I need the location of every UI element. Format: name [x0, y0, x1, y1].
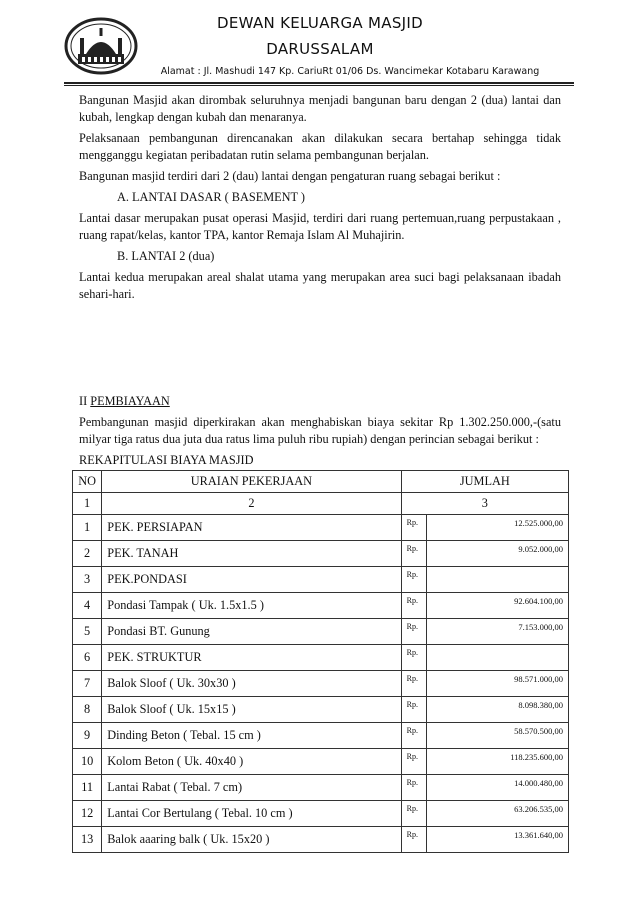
row-amount: [426, 567, 568, 593]
row-currency: Rp.: [401, 671, 426, 697]
row-description: PEK. TANAH: [102, 541, 401, 567]
table-row: [73, 645, 569, 671]
row-amount: 14.000.480,00: [426, 775, 568, 801]
table-row: [73, 801, 569, 827]
paragraph-ground-floor: Lantai dasar merupakan pusat operasi Masjid, terdiri dari ruang pertemuan,ruang perpustakaan , ruang rapat/kelas, kantor TPA, kantor Remaja Islam Al Muhajirin.: [79, 211, 561, 242]
numbering-col-2: 2: [102, 493, 401, 515]
row-currency: Rp.: [401, 619, 426, 645]
row-number: 9: [73, 723, 102, 749]
table-row: [73, 775, 569, 801]
row-currency: Rp.: [401, 541, 426, 567]
table-row: [73, 593, 569, 619]
numbering-col-1: 1: [73, 493, 102, 515]
row-number: 3: [73, 567, 102, 593]
header-no: NO: [73, 471, 102, 493]
row-description: PEK. STRUKTUR: [102, 645, 401, 671]
row-number: 2: [73, 541, 102, 567]
table-row: [73, 671, 569, 697]
row-currency: Rp.: [401, 515, 426, 541]
row-description: Kolom Beton ( Uk. 40x40 ): [102, 749, 401, 775]
row-number: 13: [73, 827, 102, 853]
row-description: Balok Sloof ( Uk. 30x30 ): [102, 671, 401, 697]
row-currency: Rp.: [401, 801, 426, 827]
section-number: II: [79, 394, 91, 408]
letterhead: [0, 0, 638, 90]
row-currency: Rp.: [401, 593, 426, 619]
heading-second-floor: B. LANTAI 2 (dua): [117, 249, 215, 263]
section-heading: [79, 393, 561, 410]
organization-name: DEWAN KELUARGA MASJID: [217, 14, 423, 32]
table-caption: REKAPITULASI BIAYA MASJID: [79, 453, 254, 467]
row-amount: 63.206.535,00: [426, 801, 568, 827]
row-description: Dinding Beton ( Tebal. 15 cm ): [102, 723, 401, 749]
table-row: [73, 619, 569, 645]
numbering-col-3: 3: [401, 493, 568, 515]
paragraph-second-floor: Lantai kedua merupakan areal shalat utama yang merupakan area suci bagi pelaksanaan ibadah sehari-hari.: [79, 270, 561, 301]
table-row: [73, 515, 569, 541]
table-header-row: [73, 471, 569, 493]
row-description: Balok Sloof ( Uk. 15x15 ): [102, 697, 401, 723]
row-number: 5: [73, 619, 102, 645]
row-number: 10: [73, 749, 102, 775]
row-amount: [426, 645, 568, 671]
blank-space: [79, 307, 561, 393]
row-description: PEK.PONDASI: [102, 567, 401, 593]
table-row: [73, 697, 569, 723]
table-row: [73, 749, 569, 775]
row-description: Lantai Cor Bertulang ( Tebal. 10 cm ): [102, 801, 401, 827]
header-amount: JUMLAH: [401, 471, 568, 493]
header-divider-thin: [64, 85, 574, 86]
row-currency: Rp.: [401, 827, 426, 853]
cost-recap-table: [72, 470, 569, 853]
table-row: [73, 827, 569, 853]
row-amount: 12.525.000,00: [426, 515, 568, 541]
document-body: [79, 92, 561, 473]
row-number: 4: [73, 593, 102, 619]
row-number: 11: [73, 775, 102, 801]
row-amount: 118.235.600,00: [426, 749, 568, 775]
row-amount: 58.570.500,00: [426, 723, 568, 749]
heading-ground-floor: A. LANTAI DASAR ( BASEMENT ): [117, 190, 306, 204]
paragraph-floors-intro: Bangunan masjid terdiri dari 2 (dau) lantai dengan pengaturan ruang sebagai berikut :: [79, 169, 501, 183]
row-description: Lantai Rabat ( Tebal. 7 cm): [102, 775, 401, 801]
header-divider: [64, 82, 574, 84]
row-amount: 9.052.000,00: [426, 541, 568, 567]
section-title: PEMBIAYAAN: [90, 394, 170, 408]
row-currency: Rp.: [401, 645, 426, 671]
table-row: [73, 541, 569, 567]
row-amount: 8.098.380,00: [426, 697, 568, 723]
mosque-logo-icon: [64, 16, 138, 76]
row-amount: 98.571.000,00: [426, 671, 568, 697]
row-description: PEK. PERSIAPAN: [102, 515, 401, 541]
row-number: 6: [73, 645, 102, 671]
row-currency: Rp.: [401, 749, 426, 775]
table-row: [73, 567, 569, 593]
row-description: Pondasi Tampak ( Uk. 1.5x1.5 ): [102, 593, 401, 619]
row-description: Balok aaaring balk ( Uk. 15x20 ): [102, 827, 401, 853]
paragraph-financing: Pembangunan masjid diperkirakan akan menghabiskan biaya sekitar Rp 1.302.250.000,-(satu milyar tiga ratus dua juta dua ratus lima puluh ribu rupiah) dengan perincian sebagai berikut :: [79, 415, 561, 446]
row-number: 12: [73, 801, 102, 827]
table-numbering-row: [73, 493, 569, 515]
row-currency: Rp.: [401, 723, 426, 749]
row-number: 1: [73, 515, 102, 541]
header-description: URAIAN PEKERJAAN: [102, 471, 401, 493]
row-description: Pondasi BT. Gunung: [102, 619, 401, 645]
row-amount: 13.361.640,00: [426, 827, 568, 853]
row-number: 8: [73, 697, 102, 723]
row-amount: 92.604.100,00: [426, 593, 568, 619]
organization-address: Alamat : Jl. Mashudi 147 Kp. CariuRt 01/06 Ds. Wancimekar Kotabaru Karawang: [160, 66, 540, 77]
paragraph-renovation: Bangunan Masjid akan dirombak seluruhnya menjadi bangunan baru dengan 2 (dua) lantai dan kubah, lengkap dengan kubah dan menaranya.: [79, 93, 561, 124]
row-amount: 7.153.000,00: [426, 619, 568, 645]
table-body: [73, 515, 569, 853]
paragraph-implementation: Pelaksanaan pembangunan direncanakan akan dilakukan secara bertahap sehingga tidak mengganggu kegiatan peribadatan rutin selama pembangunan berjalan.: [79, 131, 561, 162]
row-number: 7: [73, 671, 102, 697]
row-currency: Rp.: [401, 567, 426, 593]
table-row: [73, 723, 569, 749]
row-currency: Rp.: [401, 697, 426, 723]
organization-subname: DARUSSALAM: [266, 40, 374, 58]
row-currency: Rp.: [401, 775, 426, 801]
